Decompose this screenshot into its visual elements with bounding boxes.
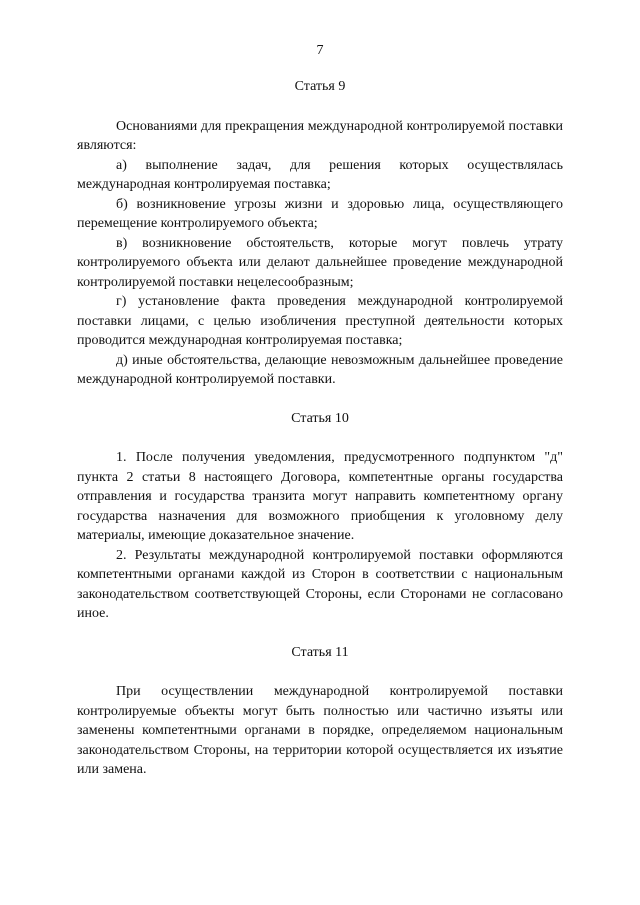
article-10-paragraph-2: 2. Результаты международной контролируемой поставки оформляются компетентными органами каждой из Сторон в соответствии с национальным законодательством соответствующей Стороны, если Сторонами не согласовано иное. <box>77 547 563 621</box>
article-10 <box>77 409 563 624</box>
article-10-paragraph-1: 1. После получения уведомления, предусмотренного подпунктом "д" пункта 2 статьи 8 настоящего Договора, компетентные органы государства отправления и государства транзита могут направить компетентному органу государства назначения для возможного приобщения к уголовному делу материалы, имеющие доказательное значение. <box>77 450 563 543</box>
article-9-paragraph: Основаниями для прекращения международной контролируемой поставки являются: <box>77 118 563 153</box>
article-11 <box>77 643 563 780</box>
article-9-item-b: б) возникновение угрозы жизни и здоровью лица, осуществляющего перемещение контролируемого объекта; <box>77 196 563 231</box>
article-10-heading: Статья 10 <box>291 410 349 426</box>
article-9 <box>77 77 563 390</box>
page-number: 7 <box>316 43 324 58</box>
document-body <box>77 77 563 780</box>
article-11-paragraph: При осуществлении международной контролируемой поставки контролируемые объекты могут быть полностью или частично изъяты или заменены компетентными органами в порядке, определяемом национальным законодательством Стороны, на территории которой осуществляется их изъятие или замена. <box>77 684 563 777</box>
article-9-heading: Статья 9 <box>294 79 346 94</box>
article-9-item-v: в) возникновение обстоятельств, которые могут повлечь утрату контролируемого объекта или делают дальнейшее проведение международной контролируемой поставки нецелесообразным; <box>77 235 563 290</box>
article-9-item-g: г) установление факта проведения международной контролируемой поставки лицами, с целью изобличения преступной деятельности которых проводится международная контролируемая поставка; <box>77 294 563 348</box>
article-11-heading: Статья 11 <box>291 644 349 660</box>
article-9-item-d: д) иные обстоятельства, делающие невозможным дальнейшее проведение международной контролируемой поставки. <box>77 352 563 387</box>
article-9-item-a: а) выполнение задач, для решения которых осуществлялась международная контролируемая поставка; <box>77 157 563 192</box>
